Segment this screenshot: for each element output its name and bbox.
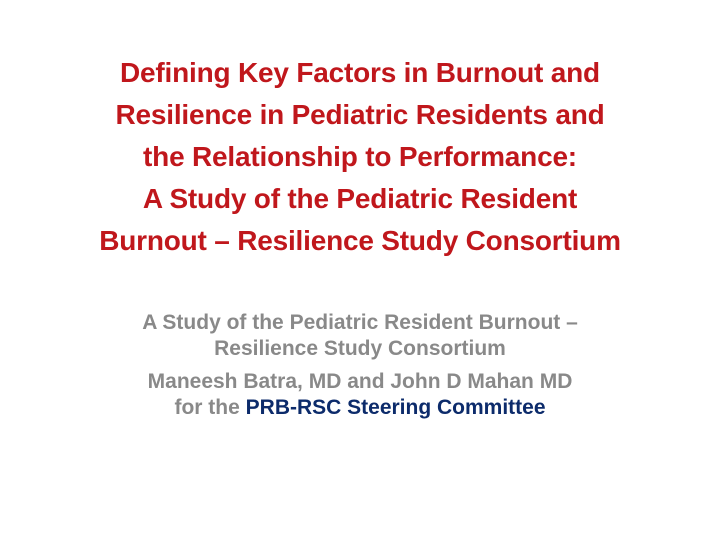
title-line-5: Burnout – Resilience Study Consortium (99, 225, 621, 256)
title-line-3: the Relationship to Performance: (143, 141, 577, 172)
committee-line (40, 395, 680, 421)
title-line-2: Resilience in Pediatric Residents and (115, 99, 605, 130)
study-line-2: Resilience Study Consortium (214, 337, 506, 360)
title-line-1: Defining Key Factors in Burnout and (120, 57, 600, 88)
study-line-1: A Study of the Pediatric Resident Burnout – (142, 311, 578, 334)
paragraph-gap (40, 362, 680, 369)
slide-title (40, 52, 680, 262)
title-line-4: A Study of the Pediatric Resident (142, 183, 578, 214)
for-the-prefix: for the (174, 396, 246, 419)
slide-subtitle (40, 310, 680, 421)
committee-name: PRB-RSC Steering Committee (245, 396, 546, 419)
authors-line: Maneesh Batra, MD and John D Mahan MD (147, 370, 573, 393)
